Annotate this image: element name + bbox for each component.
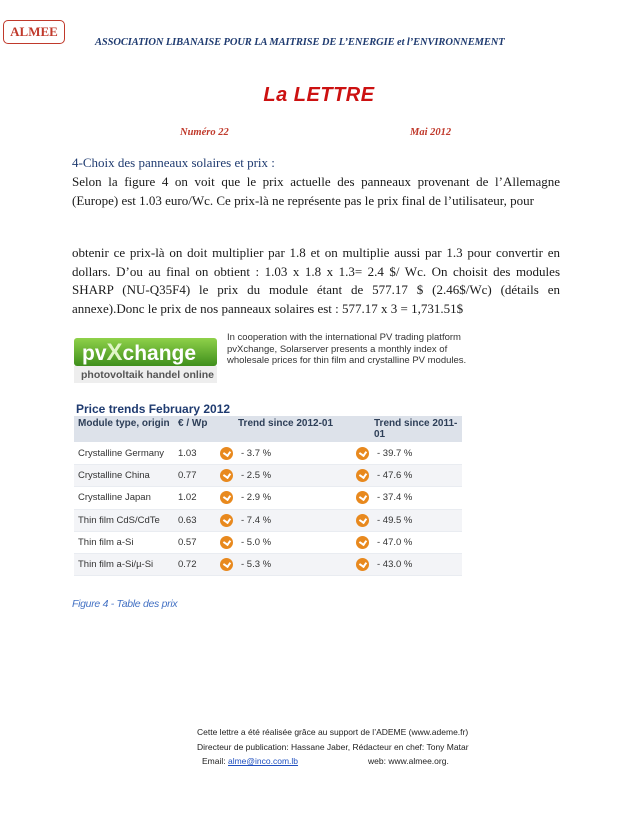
module-type: Crystalline China [74, 465, 174, 487]
footer-support: Cette lettre a été réalisée grâce au support de l’ADEME (www.ademe.fr) [197, 727, 469, 737]
footer-contact [202, 756, 449, 766]
trend-year: - 39.7 % [377, 448, 413, 460]
newsletter-title: La LETTRE [263, 84, 375, 106]
module-type: Thin film a-Si [74, 531, 174, 553]
trend-down-icon [220, 536, 233, 549]
logo-x: X [106, 339, 123, 366]
trend-down-icon [356, 514, 369, 527]
trend-down-icon [220, 491, 233, 504]
trend-month: - 2.9 % [241, 492, 272, 504]
col-module-type: Module type, origin [74, 416, 174, 443]
table-header-row [74, 416, 462, 443]
website-label[interactable]: web: www.almee.org. [368, 756, 449, 766]
trend-month: - 2.5 % [241, 470, 272, 482]
table-row [74, 465, 462, 487]
table-row [74, 553, 462, 575]
table-row [74, 443, 462, 465]
logo-prefix: pv [82, 342, 107, 365]
paragraph-2: obtenir ce prix-là on doit multiplier par 1.8 et on multiplie aussi par 1.3 pour convertir en dollars. D’ou au final on obtient : 1.03 x 1.8 x 1.3= 2.4 $/ Wc. On choisit des modules SHARP (NU-Q35F4) le prix du module étant de 577.17 $ (2.46$/Wc) (détails en annexe).Donc le prix de nos panneaux solaires est : 577.17 x 3 = 1,731.51$ [72, 245, 560, 316]
module-type: Crystalline Germany [74, 443, 174, 465]
pvxchange-logo [74, 338, 217, 383]
trend-down-icon [356, 447, 369, 460]
trend-down-icon [356, 536, 369, 549]
trend-month: - 7.4 % [241, 514, 272, 526]
module-type: Thin film a-Si/µ-Si [74, 553, 174, 575]
trend-down-icon [356, 469, 369, 482]
price-table-title: Price trends February 2012 [76, 402, 231, 416]
table-row [74, 509, 462, 531]
trend-down-icon [356, 491, 369, 504]
table-row [74, 531, 462, 553]
footer-credits: Directeur de publication: Hassane Jaber, Rédacteur en chef: Tony Matar [197, 742, 469, 752]
paragraph-1: Selon la figure 4 on voit que le prix actuelle des panneaux provenant de l’Allemagne (Europe) est 1.03 euro/Wc. Ce prix-là ne représente pas le prix final de l’utilisateur, pour [72, 174, 560, 208]
price: 0.57 [174, 531, 216, 553]
section-heading: 4-Choix des panneaux solaires et prix : [72, 155, 275, 170]
trend-month: - 3.7 % [241, 448, 272, 460]
trend-down-icon [356, 558, 369, 571]
logo-tagline: photovoltaik handel online [81, 369, 215, 381]
module-type: Thin film CdS/CdTe [74, 509, 174, 531]
trend-down-icon [220, 447, 233, 460]
col-trend-year: Trend since 2011-01 [352, 416, 462, 443]
trend-down-icon [220, 469, 233, 482]
price: 0.63 [174, 509, 216, 531]
price: 1.03 [174, 443, 216, 465]
almee-logo: ALMEE [3, 20, 65, 44]
trend-down-icon [220, 514, 233, 527]
pvxchange-intro: In cooperation with the international PV trading platform pvXchange, Solarserver presents a monthly index of wholesale prices for thin film and crystalline PV modules. [227, 332, 467, 366]
svg-text:pvXchange [82, 339, 196, 366]
price: 0.77 [174, 465, 216, 487]
price-table [74, 416, 462, 576]
issue-number: Numéro 22 [180, 127, 229, 138]
trend-year: - 49.5 % [377, 514, 413, 526]
module-type: Crystalline Japan [74, 487, 174, 509]
trend-month: - 5.3 % [241, 559, 272, 571]
trend-year: - 37.4 % [377, 492, 413, 504]
email-link[interactable]: alme@inco.com.lb [227, 756, 299, 766]
figure-caption: Figure 4 - Table des prix [72, 598, 178, 610]
trend-down-icon [220, 558, 233, 571]
trend-year: - 47.0 % [377, 536, 413, 548]
issue-date: Mai 2012 [410, 127, 452, 138]
col-price: € / Wp [174, 416, 216, 443]
table-row [74, 487, 462, 509]
col-trend-month: Trend since 2012-01 [216, 416, 352, 443]
trend-year: - 43.0 % [377, 559, 413, 571]
price: 0.72 [174, 553, 216, 575]
email-label: Email: [202, 756, 228, 766]
logo-suffix: change [122, 342, 197, 365]
price-figure [74, 328, 494, 590]
trend-year: - 47.6 % [377, 470, 413, 482]
price: 1.02 [174, 487, 216, 509]
trend-month: - 5.0 % [241, 536, 272, 548]
organization-name: ASSOCIATION LIBANAISE POUR LA MAITRISE DE L’ENERGIE et l’ENVIRONNEMENT [95, 37, 505, 48]
